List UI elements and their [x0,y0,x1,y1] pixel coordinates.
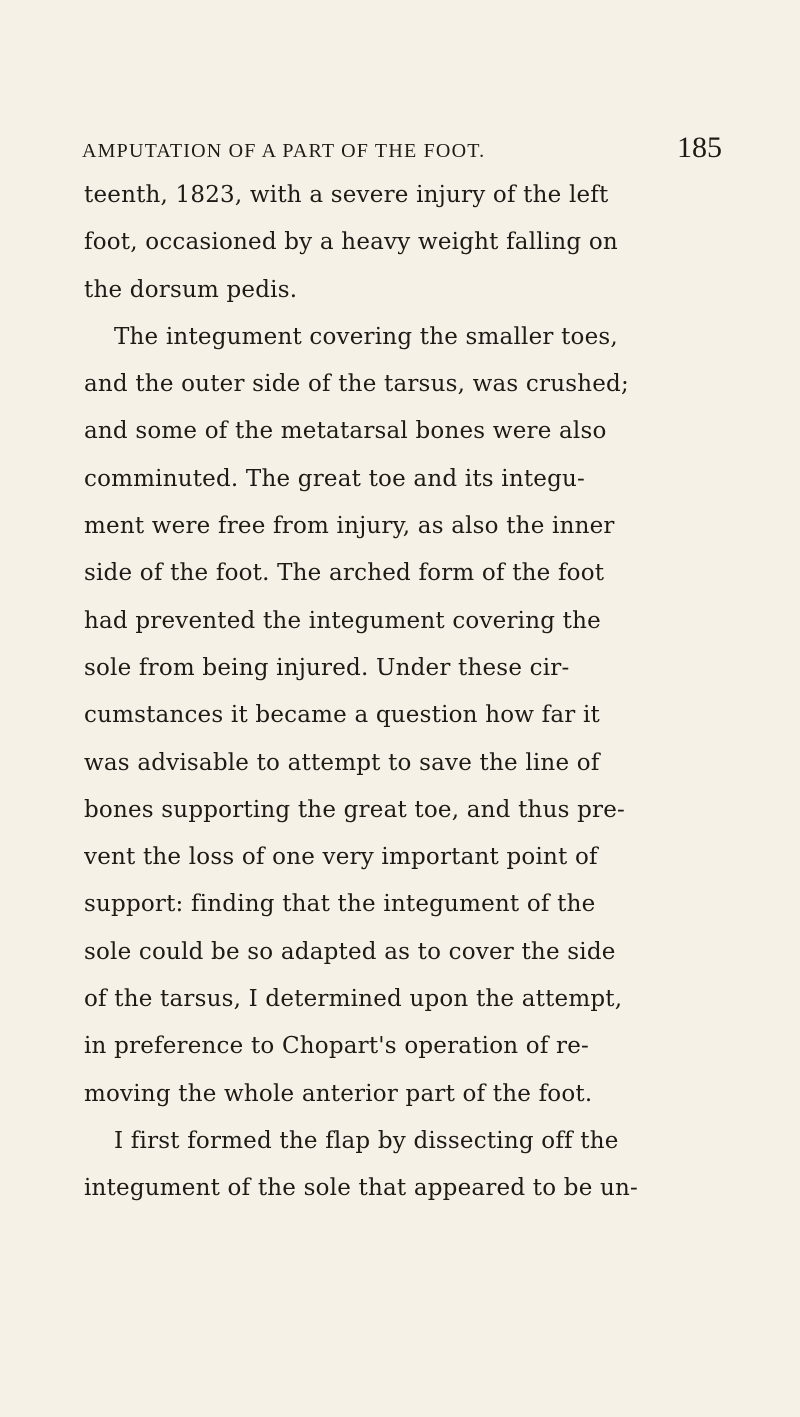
text-line: cumstances it became a question how far it [84,702,600,729]
text-line: had prevented the integument covering the [84,607,601,634]
text-line: was advisable to attempt to save the line of [84,749,600,776]
text-line: ment were free from injury, as also the inner [84,513,615,540]
text-line: in preference to Chopart's operation of re- [84,1033,590,1060]
text-line: integument of the sole that appeared to be un- [84,1175,639,1202]
text-line: side of the foot. The arched form of the foot [84,560,605,587]
page-number: 185 [677,131,722,164]
text-line: foot, occasioned by a heavy weight falling on [84,229,618,256]
text-line: teenth, 1823, with a severe injury of the left [84,182,609,208]
text-line: bones supporting the great toe, and thus pre- [84,796,625,823]
text-line: vent the loss of one very important point of [84,844,598,871]
text-line: moving the whole anterior part of the foot. [84,1080,593,1107]
text-line: The integument covering the smaller toes, [114,323,618,350]
running-title: AMPUTATION OF A PART OF THE FOOT. [82,140,486,162]
body-text [84,172,724,1213]
text-line: I first formed the flap by dissecting off the [114,1127,619,1154]
text-line: sole could be so adapted as to cover the side [84,938,616,965]
text-line: sole from being injured. Under these cir- [84,654,570,681]
text-line: and some of the metatarsal bones were also [84,418,607,445]
text-line: of the tarsus, I determined upon the attempt, [84,986,623,1013]
text-line: comminuted. The great toe and its integu- [84,465,586,492]
running-head [82,133,722,173]
text-line: support: finding that the integument of the [84,891,596,918]
text-line: the dorsum pedis. [84,276,298,303]
text-line: and the outer side of the tarsus, was crushed; [84,371,629,398]
